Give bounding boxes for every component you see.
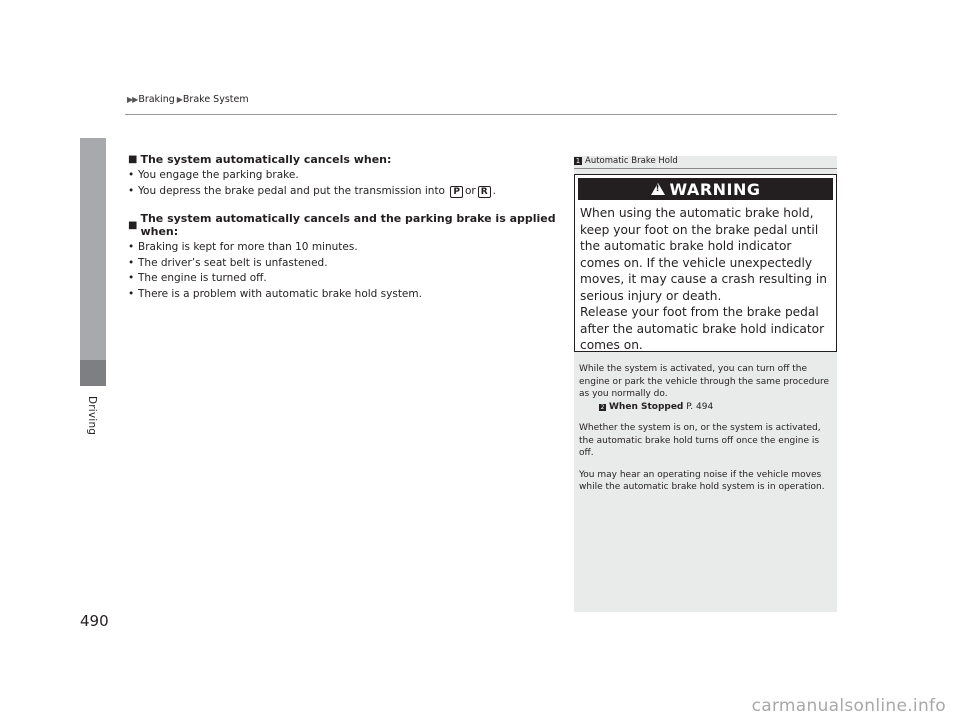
xref-title: When Stopped [609,401,684,412]
warning-paragraph: Release your foot from the brake pedal after the automatic brake hold indicator comes on. [580,305,825,352]
breadcrumb [127,94,249,105]
page-number: 490 [80,612,109,630]
header-divider [125,114,837,115]
section-heading [128,212,568,238]
bullet-icon: • [128,272,135,284]
list-item [128,287,568,303]
list-item-text-part: You depress the brake pedal and put the transmission into [138,184,445,197]
breadcrumb-arrow-icon: ▶▶ [127,95,138,104]
list-item-text: The driver’s seat belt is unfastened. [138,256,328,269]
watermark: carmanualsonline.info [751,696,946,716]
main-content [128,153,568,302]
chapter-tab [80,138,106,360]
list-item [128,168,568,184]
list-item-text: Braking is kept for more than 10 minutes. [138,241,358,253]
warning-paragraph: When using the automatic brake hold, keep your foot on the brake pedal until the automatic brake hold indicator comes on. If the vehicle unexpectedly moves, it may cause a crash resulting in serious injury or death. [580,206,827,303]
cross-reference-icon: 2 [600,403,605,411]
bullet-icon: • [128,184,135,197]
sidebar-notes [574,156,837,612]
bullet-icon: • [128,256,135,269]
breadcrumb-arrow-icon: ▶ [176,95,182,104]
gear-r-key: R [478,186,491,198]
sidebar-paragraph: You may hear an operating noise if the vehicle moves while the automatic brake hold system is in operation. [579,469,825,492]
bullet-icon: • [128,169,135,181]
bullet-icon: • [128,241,135,253]
list-item [128,184,568,200]
sidebar-body [579,363,833,503]
warning-triangle-icon [651,183,665,195]
list-item [128,271,568,287]
list-item-text-or: or [464,184,476,197]
section-heading-text: The system automatically cancels and the parking brake is applied when: [140,212,556,238]
sidebar-paragraph-text: While the system is activated, you can turn off the engine or park the vehicle through the same procedure as you normally do. [579,364,830,399]
warning-banner [578,178,833,200]
xref-page: P. 494 [686,401,714,412]
sidebar-paragraph [579,363,833,413]
note-marker-icon: 1 [575,157,581,165]
section-heading [128,153,568,166]
list-item [128,256,568,272]
warning-box [574,174,837,352]
warning-text [575,200,836,354]
bullet-icon: • [128,287,135,300]
chapter-label[interactable]: Driving [86,396,98,436]
list-item [128,240,568,256]
sidebar-heading-text: Automatic Brake Hold [585,156,678,166]
breadcrumb-item-braking[interactable]: Braking [138,94,175,105]
sidebar-divider [574,168,837,169]
list-item-text: You engage the parking brake. [138,169,299,181]
list-item-text: There is a problem with automatic brake hold system. [138,287,422,300]
gear-p-key: P [450,186,463,198]
square-bullet-icon: ■ [128,154,138,165]
warning-title: WARNING [669,179,761,199]
list-item-text: The engine is turned off. [138,272,267,284]
section-heading-text: The system automatically cancels when: [140,153,392,166]
sidebar-paragraph: Whether the system is on, or the system is activated, the automatic brake hold turns off once the engine is off. [579,423,821,458]
sidebar-heading [574,156,837,166]
breadcrumb-item-brake-system[interactable]: Brake System [182,94,249,105]
list-item-text: You depress the brake pedal and put the transmission into P or R . [138,184,496,197]
square-bullet-icon: ■ [128,219,138,231]
chapter-tab-marker [80,360,106,386]
cross-reference-link[interactable] [579,401,833,414]
